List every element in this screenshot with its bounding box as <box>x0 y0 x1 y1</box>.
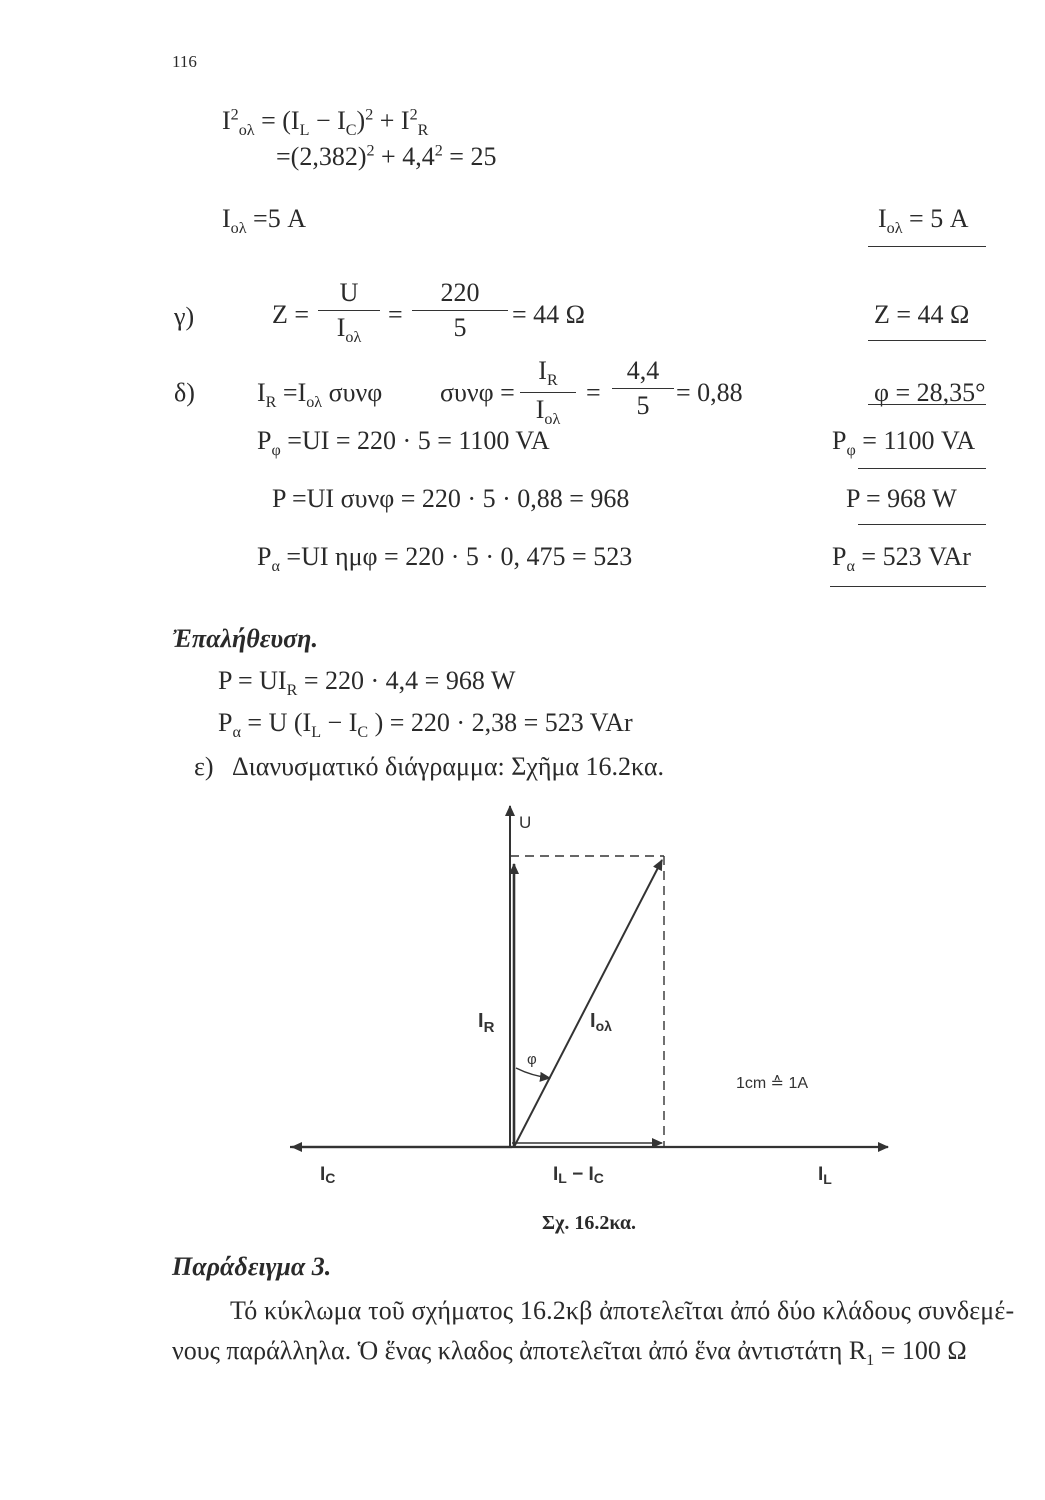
result-i-total: $I_{o\lambda} = 5$ A <box>878 204 969 238</box>
fraction-220-over-5: 220 5 <box>412 278 508 343</box>
phi-angle-arc <box>516 1068 550 1078</box>
label-epsilon: ε) <box>194 752 214 781</box>
z-lhs: Z = <box>272 300 310 329</box>
equation-i-total-squared: $I^2_{o\lambda} = (I_L - I_C)^2 + I^2_R$ <box>222 106 429 140</box>
label-u: U <box>519 813 532 832</box>
example-paragraph-line-2: νους παράλληλα. Ὁ ἕνας κλαδος ἀποτελεῖται ἀπό ἕνα ἀντιστάτη $R_1 = 100$ Ω <box>172 1336 967 1370</box>
verification-p: $P = UI_R = 220 \cdot 4,4 = 968$ W <box>218 666 516 700</box>
equation-p-phi: $P_\varphi =UI = 220 \cdot 5 = 1100$ VA <box>257 426 550 460</box>
diagram-reference-text: Διανυσματικό διάγραμμα: Σχῆμα 16.2κα. <box>232 752 665 781</box>
result-p-phi: $P_\varphi = 1100$ VA <box>832 426 976 460</box>
fraction-ir-over-i: $I_R$ $I_{o\lambda}$ <box>520 356 576 429</box>
equation-p-alpha: $P_\alpha =UI$ ημφ = 220 · 5 · 0, 475 = 523 <box>257 542 633 576</box>
label-ir: $I_R$ <box>478 1010 495 1036</box>
equation-p: P =UI συνφ = 220 · 5 · 0,88 = 968 <box>272 484 630 513</box>
label-ic: IC <box>320 1164 336 1186</box>
result-phi: φ = 28,35° <box>874 378 986 407</box>
equation-ir: $I_R =I_{o\lambda}$ συνφ <box>257 378 383 412</box>
equation-numeric-sum: $=(2,382)^2 + 4,4^2 = 25$ <box>276 142 497 171</box>
label-il: $I_L$ <box>818 1164 832 1187</box>
label-delta: δ) <box>174 378 195 407</box>
i-total-arrow <box>514 860 662 1147</box>
verification-heading: Ἐπαλήθευση. <box>172 624 318 653</box>
label-phi: φ <box>527 1051 537 1068</box>
cos-phi-lhs: συνφ = <box>440 378 515 407</box>
label-gamma: γ) <box>174 302 195 331</box>
page-number: 116 <box>172 52 197 71</box>
equals-sign: = <box>586 378 601 407</box>
example-heading: Παράδειγμα 3. <box>172 1252 332 1281</box>
result-p-alpha: $P_\alpha = 523$ VAr <box>832 542 971 576</box>
label-i-total: $I_{o\lambda}$ <box>590 1010 612 1034</box>
figure-caption: Σχ. 16.2κα. <box>542 1212 637 1234</box>
equals-sign: = <box>388 300 403 329</box>
result-z: Z = 44 Ω <box>874 300 970 329</box>
example-paragraph-line-1: Τό κύκλωμα τοῦ σχήματος 16.2κβ ἀποτελεῖται ἀπό δύο κλάδους συνδεμέ- <box>230 1296 1015 1325</box>
cos-phi-result: = 0,88 <box>676 378 743 407</box>
label-il-minus-ic: IL − IC <box>553 1164 604 1186</box>
equation-i-total: $I_{o\lambda} =5$ A <box>222 204 306 238</box>
fraction-4-4-over-5: 4,4 5 <box>612 356 674 421</box>
fraction-u-over-i: U $I_{o\lambda}$ <box>318 278 380 347</box>
verification-p-alpha: $P_\alpha = U$ ($I_L - I_C$ ) = 220 · 2,38 = 523 VAr <box>218 708 633 742</box>
label-scale: 1cm ≙ 1A <box>736 1075 809 1092</box>
z-result: = 44 Ω <box>512 300 585 329</box>
result-p: P = 968 W <box>846 484 957 513</box>
